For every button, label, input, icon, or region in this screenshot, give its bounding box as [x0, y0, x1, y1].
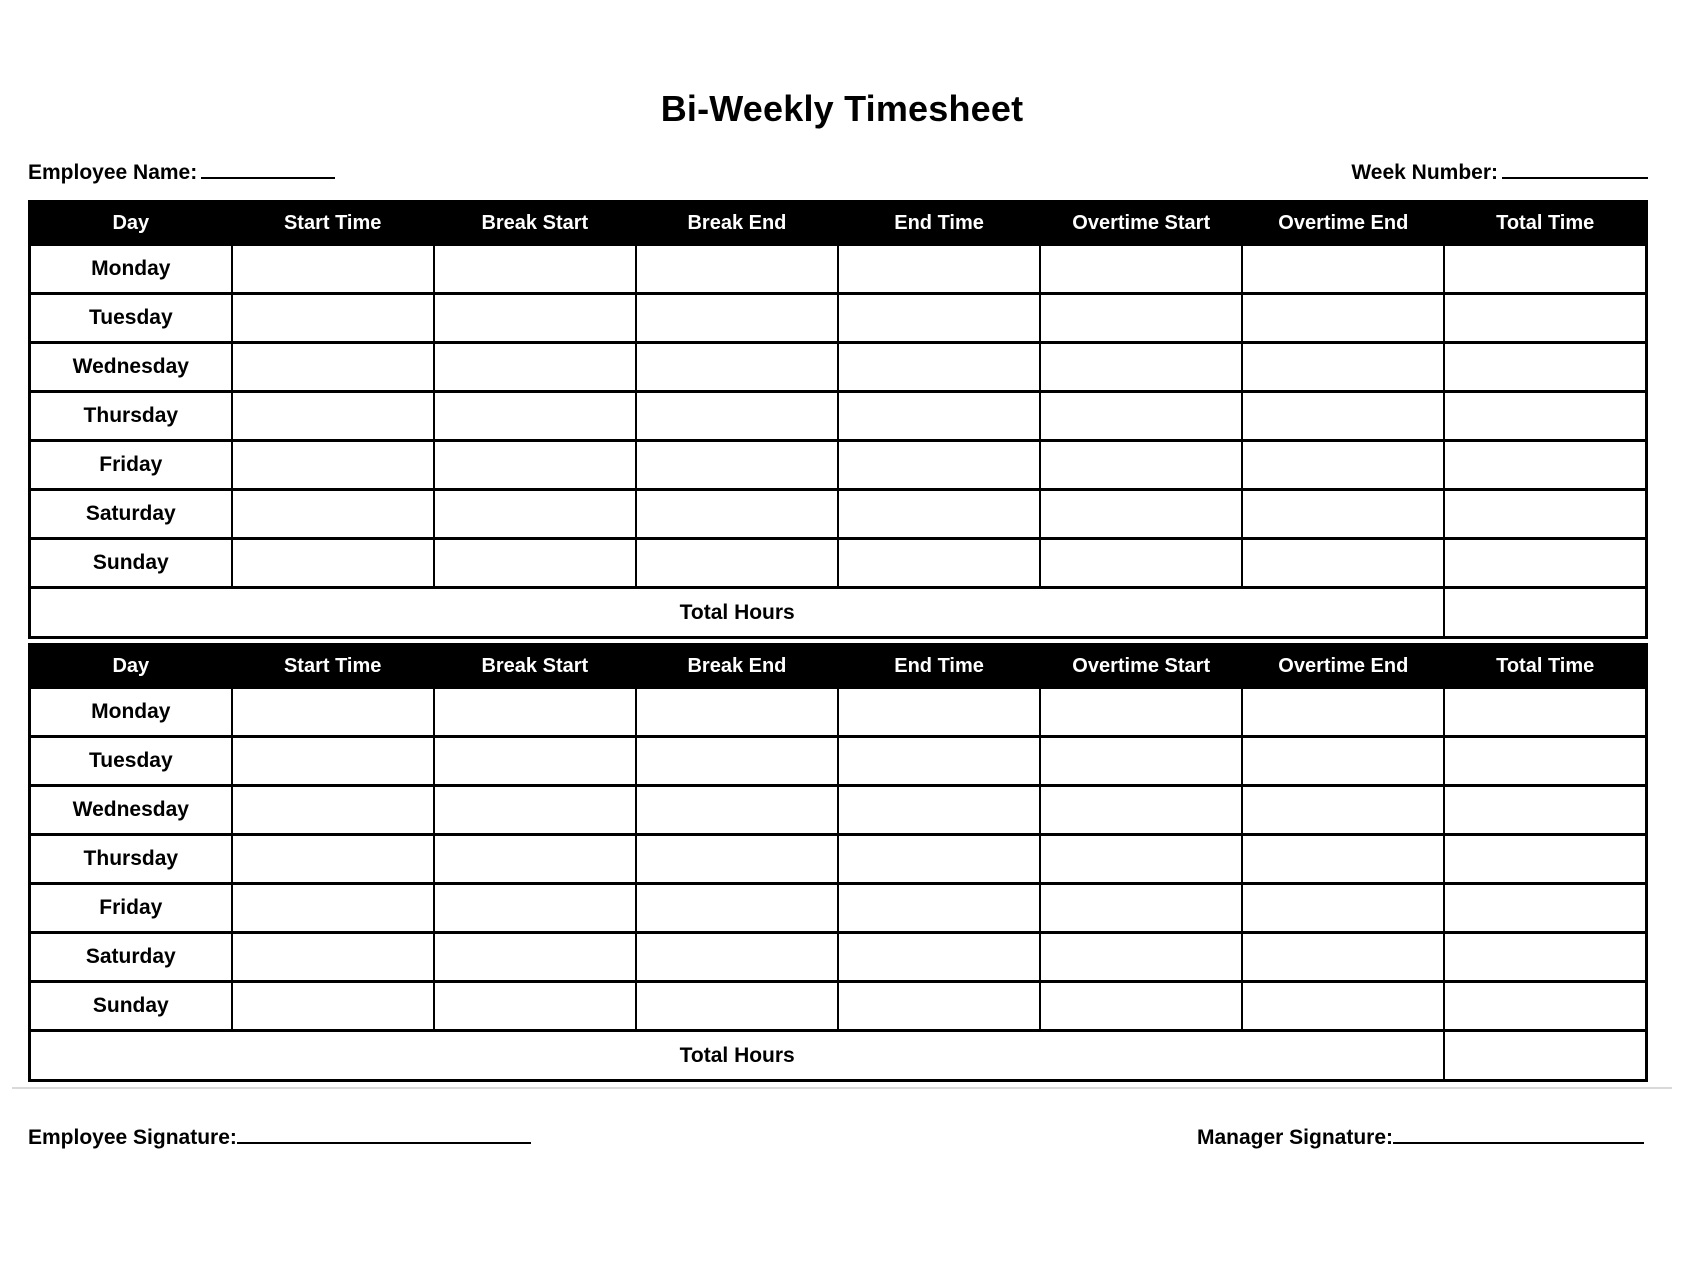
- time-entry-cell[interactable]: [232, 539, 434, 588]
- column-header-day: Day: [30, 645, 232, 688]
- employee-signature-input[interactable]: [237, 1121, 531, 1144]
- week-number-label: Week Number:: [1351, 161, 1498, 184]
- time-entry-cell[interactable]: [1242, 786, 1444, 835]
- time-entry-cell[interactable]: [1242, 835, 1444, 884]
- time-entry-cell[interactable]: [232, 343, 434, 392]
- time-entry-cell[interactable]: [1242, 441, 1444, 490]
- time-entry-cell[interactable]: [232, 737, 434, 786]
- day-label: Tuesday: [30, 737, 232, 786]
- timesheet-week-1-footer: [30, 588, 1647, 638]
- time-entry-cell[interactable]: [232, 294, 434, 343]
- table-row: [30, 441, 1647, 490]
- time-entry-cell[interactable]: [1242, 982, 1444, 1031]
- time-entry-cell[interactable]: [434, 688, 636, 737]
- time-entry-cell[interactable]: [1040, 441, 1242, 490]
- time-entry-cell[interactable]: [232, 392, 434, 441]
- time-entry-cell[interactable]: [434, 245, 636, 294]
- column-header-start-time: Start Time: [232, 645, 434, 688]
- time-entry-cell[interactable]: [1444, 835, 1646, 884]
- time-entry-cell[interactable]: [1040, 982, 1242, 1031]
- day-label: Saturday: [30, 490, 232, 539]
- table-row: [30, 688, 1647, 737]
- day-label: Tuesday: [30, 294, 232, 343]
- time-entry-cell[interactable]: [1040, 392, 1242, 441]
- column-header-end-time: End Time: [838, 202, 1040, 245]
- employee-name-label: Employee Name:: [28, 161, 198, 184]
- time-entry-cell[interactable]: [1040, 245, 1242, 294]
- time-entry-cell[interactable]: [1040, 786, 1242, 835]
- employee-signature-field: [28, 1121, 531, 1151]
- time-entry-cell[interactable]: [636, 933, 838, 982]
- column-header-break-start: Break Start: [434, 645, 636, 688]
- time-entry-cell[interactable]: [232, 982, 434, 1031]
- timesheet-week-1: [28, 200, 1648, 639]
- time-entry-cell[interactable]: [838, 441, 1040, 490]
- timesheet-week-1-body: [30, 245, 1647, 588]
- header-row: [30, 202, 1647, 245]
- time-entry-cell[interactable]: [636, 441, 838, 490]
- time-entry-cell[interactable]: [1444, 343, 1646, 392]
- time-entry-cell[interactable]: [1242, 392, 1444, 441]
- time-entry-cell[interactable]: [1444, 294, 1646, 343]
- time-entry-cell[interactable]: [1040, 884, 1242, 933]
- column-header-end-time: End Time: [838, 645, 1040, 688]
- column-header-overtime-end: Overtime End: [1242, 645, 1444, 688]
- time-entry-cell[interactable]: [636, 688, 838, 737]
- time-entry-cell[interactable]: [232, 441, 434, 490]
- time-entry-cell[interactable]: [232, 245, 434, 294]
- time-entry-cell[interactable]: [434, 441, 636, 490]
- day-label: Monday: [30, 245, 232, 294]
- table-row: [30, 884, 1647, 933]
- column-header-day: Day: [30, 202, 232, 245]
- time-entry-cell[interactable]: [434, 294, 636, 343]
- time-entry-cell[interactable]: [838, 343, 1040, 392]
- time-entry-cell[interactable]: [1444, 786, 1646, 835]
- time-entry-cell[interactable]: [1242, 490, 1444, 539]
- time-entry-cell[interactable]: [838, 245, 1040, 294]
- time-entry-cell[interactable]: [232, 688, 434, 737]
- time-entry-cell[interactable]: [1444, 441, 1646, 490]
- timesheet-week-1-header: [30, 202, 1647, 245]
- time-entry-cell[interactable]: [838, 294, 1040, 343]
- table-row: [30, 786, 1647, 835]
- time-entry-cell[interactable]: [1444, 884, 1646, 933]
- timesheet-week-2: [28, 643, 1648, 1082]
- time-entry-cell[interactable]: [1040, 294, 1242, 343]
- time-entry-cell[interactable]: [1242, 688, 1444, 737]
- time-entry-cell[interactable]: [1444, 982, 1646, 1031]
- table-row: [30, 294, 1647, 343]
- day-label: Thursday: [30, 835, 232, 884]
- timesheet-page: [0, 88, 1684, 1280]
- table-row: [30, 392, 1647, 441]
- time-entry-cell[interactable]: [1242, 245, 1444, 294]
- day-label: Sunday: [30, 982, 232, 1031]
- employee-name-field: [28, 156, 335, 186]
- time-entry-cell[interactable]: [1040, 688, 1242, 737]
- time-entry-cell[interactable]: [1040, 539, 1242, 588]
- time-entry-cell[interactable]: [232, 490, 434, 539]
- day-label: Thursday: [30, 392, 232, 441]
- timesheet-week-2-header: [30, 645, 1647, 688]
- bottom-divider: [12, 1087, 1672, 1089]
- time-entry-cell[interactable]: [838, 688, 1040, 737]
- table-row: [30, 835, 1647, 884]
- time-entry-cell[interactable]: [636, 245, 838, 294]
- time-entry-cell[interactable]: [1040, 933, 1242, 982]
- timesheet-week-2-footer: [30, 1031, 1647, 1081]
- time-entry-cell[interactable]: [838, 884, 1040, 933]
- day-label: Monday: [30, 688, 232, 737]
- time-entry-cell[interactable]: [434, 737, 636, 786]
- time-entry-cell[interactable]: [838, 490, 1040, 539]
- column-header-overtime-start: Overtime Start: [1040, 645, 1242, 688]
- table-row: [30, 343, 1647, 392]
- table-row: [30, 539, 1647, 588]
- table-row: [30, 933, 1647, 982]
- manager-signature-label: Manager Signature:: [1196, 1126, 1393, 1150]
- time-entry-cell[interactable]: [1444, 688, 1646, 737]
- time-entry-cell[interactable]: [1444, 392, 1646, 441]
- column-header-break-start: Break Start: [434, 202, 636, 245]
- time-entry-cell[interactable]: [636, 737, 838, 786]
- time-entry-cell[interactable]: [434, 982, 636, 1031]
- time-entry-cell[interactable]: [434, 392, 636, 441]
- time-entry-cell[interactable]: [232, 786, 434, 835]
- table-row: [30, 490, 1647, 539]
- time-entry-cell[interactable]: [636, 786, 838, 835]
- time-entry-cell[interactable]: [1242, 294, 1444, 343]
- total-hours-label: Total Hours: [30, 588, 1445, 638]
- total-hours-row: [30, 1031, 1647, 1081]
- signature-row: [28, 1121, 1644, 1151]
- time-entry-cell[interactable]: [434, 490, 636, 539]
- time-entry-cell[interactable]: [434, 884, 636, 933]
- time-entry-cell[interactable]: [636, 982, 838, 1031]
- time-entry-cell[interactable]: [434, 835, 636, 884]
- time-entry-cell[interactable]: [1444, 737, 1646, 786]
- day-label: Friday: [30, 441, 232, 490]
- total-hours-value-cell[interactable]: [1444, 588, 1646, 638]
- manager-signature-input[interactable]: [1393, 1121, 1644, 1144]
- time-entry-cell[interactable]: [636, 343, 838, 392]
- week-number-field: [1351, 156, 1648, 186]
- time-entry-cell[interactable]: [636, 490, 838, 539]
- column-header-total-time: Total Time: [1444, 645, 1646, 688]
- column-header-break-end: Break End: [636, 202, 838, 245]
- time-entry-cell[interactable]: [434, 539, 636, 588]
- time-entry-cell[interactable]: [1242, 933, 1444, 982]
- total-hours-value-cell[interactable]: [1444, 1031, 1646, 1081]
- day-label: Friday: [30, 884, 232, 933]
- page-title: Bi-Weekly Timesheet: [660, 88, 1024, 129]
- time-entry-cell[interactable]: [636, 392, 838, 441]
- time-entry-cell[interactable]: [636, 884, 838, 933]
- day-label: Wednesday: [30, 786, 232, 835]
- time-entry-cell[interactable]: [232, 884, 434, 933]
- time-entry-cell[interactable]: [636, 294, 838, 343]
- time-entry-cell[interactable]: [1444, 490, 1646, 539]
- time-entry-cell[interactable]: [838, 835, 1040, 884]
- table-row: [30, 245, 1647, 294]
- column-header-overtime-start: Overtime Start: [1040, 202, 1242, 245]
- time-entry-cell[interactable]: [838, 392, 1040, 441]
- column-header-overtime-end: Overtime End: [1242, 202, 1444, 245]
- time-entry-cell[interactable]: [1242, 884, 1444, 933]
- time-entry-cell[interactable]: [232, 933, 434, 982]
- time-entry-cell[interactable]: [434, 343, 636, 392]
- day-label: Saturday: [30, 933, 232, 982]
- time-entry-cell[interactable]: [1444, 933, 1646, 982]
- time-entry-cell[interactable]: [1444, 245, 1646, 294]
- time-entry-cell[interactable]: [1040, 835, 1242, 884]
- week-number-input[interactable]: [1502, 156, 1648, 179]
- table-row: [30, 982, 1647, 1031]
- time-entry-cell[interactable]: [636, 539, 838, 588]
- time-entry-cell[interactable]: [1444, 539, 1646, 588]
- time-entry-cell[interactable]: [838, 737, 1040, 786]
- time-entry-cell[interactable]: [1040, 490, 1242, 539]
- time-entry-cell[interactable]: [1242, 539, 1444, 588]
- timesheet-week-2-body: [30, 688, 1647, 1031]
- time-entry-cell[interactable]: [838, 933, 1040, 982]
- header-row: [30, 645, 1647, 688]
- column-header-total-time: Total Time: [1444, 202, 1646, 245]
- total-hours-label: Total Hours: [30, 1031, 1445, 1081]
- time-entry-cell[interactable]: [232, 835, 434, 884]
- time-entry-cell[interactable]: [434, 786, 636, 835]
- employee-signature-label: Employee Signature:: [28, 1126, 237, 1150]
- time-entry-cell[interactable]: [1040, 737, 1242, 786]
- manager-signature-field: [1197, 1121, 1644, 1151]
- employee-name-input[interactable]: [201, 156, 335, 179]
- column-header-break-end: Break End: [636, 645, 838, 688]
- column-header-start-time: Start Time: [232, 202, 434, 245]
- time-entry-cell[interactable]: [838, 786, 1040, 835]
- table-row: [30, 737, 1647, 786]
- time-entry-cell[interactable]: [1242, 343, 1444, 392]
- time-entry-cell[interactable]: [1242, 737, 1444, 786]
- time-entry-cell[interactable]: [1040, 343, 1242, 392]
- day-label: Wednesday: [30, 343, 232, 392]
- time-entry-cell[interactable]: [838, 982, 1040, 1031]
- day-label: Sunday: [30, 539, 232, 588]
- time-entry-cell[interactable]: [636, 835, 838, 884]
- time-entry-cell[interactable]: [838, 539, 1040, 588]
- header-fields-row: [28, 156, 1648, 186]
- total-hours-row: [30, 588, 1647, 638]
- time-entry-cell[interactable]: [434, 933, 636, 982]
